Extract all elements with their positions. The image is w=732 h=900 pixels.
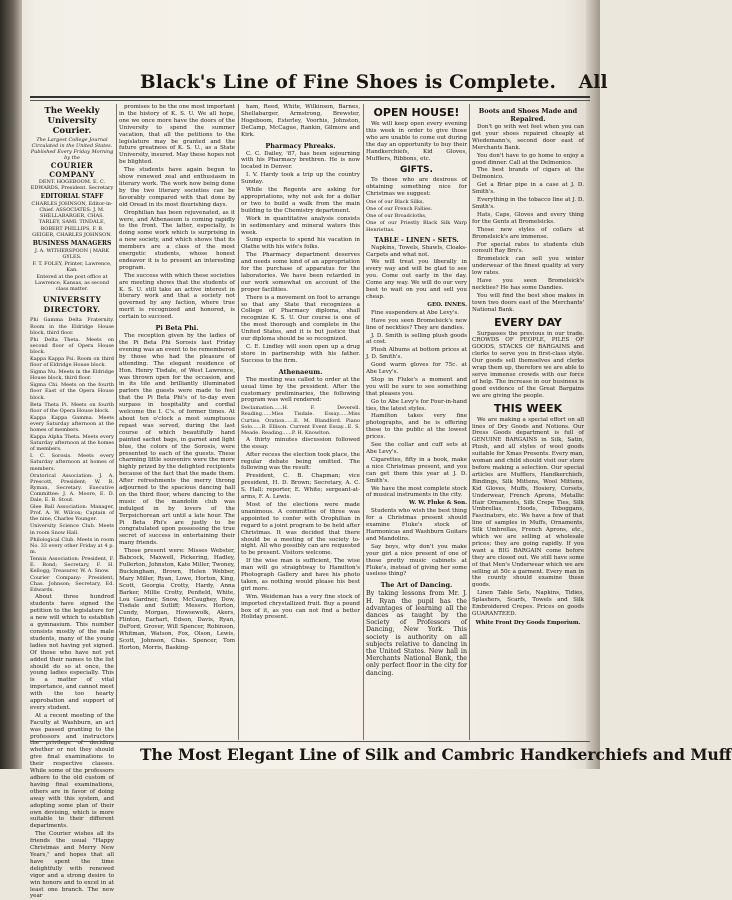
directory-item: Tennis Association: President, F. E. Bond; Secretary, F. H. Kellogg; Treasurer, W. A. Snow. bbox=[30, 555, 114, 575]
local-item: Those new styles of collars at Bromelsick's are immense. bbox=[472, 226, 584, 240]
directory-item: Phi Delta Theta. Meets on second floor of Opera House block. bbox=[30, 336, 114, 355]
local-item: The best brands of cigars at the Delmonico. bbox=[472, 167, 584, 181]
directory-item: Glee Ball Association: Manager, Prof. A. W. Wilcox; Captain of the nine, Charles Younger. bbox=[30, 504, 114, 523]
column-rule bbox=[116, 104, 117, 740]
local-item: Don't go with wet feet when you can get your shoes repaired cheaply at Wiedemann's, second door east of Merchants Bank. bbox=[472, 124, 584, 151]
section-heading: Pi Beta Phi. bbox=[155, 324, 199, 333]
article-paragraph: The meeting was called to order at the usual time by the president. After the customary preliminaries, the following program was well rendered: bbox=[241, 376, 360, 404]
dancing-ad: By taking lessons from Mr. J. H. Ryan the pupil has the advantages of learning all the dances as taught by the Society of Professors of Dancing, New York. This society is authority on all subjects relative to dancing in the United States. New hall in Merchants National Bank, the only perfect floor in the city for dancing. bbox=[366, 590, 467, 677]
open-house-headline: OPEN HOUSE! bbox=[373, 106, 460, 119]
bottom-banner: The Most Elegant Line of Silk and Cambric Handkerchiefs and Muff bbox=[140, 745, 732, 764]
gifts-heading: GIFTS. bbox=[400, 165, 433, 176]
entered-notice: Entered at the post office at Lawrence, Kansas, as second class matter. bbox=[34, 274, 110, 293]
page-binding-shadow bbox=[0, 0, 22, 769]
directory-item: Beta Theta Pi. Meets on fourth floor of the Opera House block. bbox=[30, 401, 114, 414]
masthead-company: COURIER COMPANY bbox=[49, 161, 95, 179]
ad-signature: GEO. INNES. bbox=[427, 301, 467, 308]
article-paragraph: There is a movement on foot to arrange so that any State that recognizes a College of Pharmacy diploma, shall recognize K. S. U. Our course is one of the most thorough and complete in the United States, and it is but justice that our diploma should be so recognized. bbox=[241, 294, 360, 343]
directory-list bbox=[30, 317, 114, 593]
article-paragraph: Sump expects to spend his vacation in Olathe with his wife's folks. bbox=[241, 237, 360, 251]
ad-paragraph: Napkins, Towels, Shawls, Cloaks-Carpets and what not. bbox=[366, 244, 467, 258]
editorial-paragraph: The students have again begun to show renewed zeal and enthusiasm in literary work. The work now being done by the two literary societies can be favorably compared with that done by old Oread in its most flourishing days. bbox=[119, 167, 235, 208]
article-paragraph: After recess the election took place, the regular debate being omitted. The following was the result: bbox=[241, 451, 360, 472]
staff-list: CHARLES JOHNSON, Editor-in-Chief. ASSOCIATES: J. M. SHELLABARGER, CHAS. TARLEY, SAMI. TINDALE, ROBERT PHILLIPS, F. B. GEIGER, CHARLES JOHNSON. bbox=[31, 201, 113, 238]
top-banner bbox=[140, 72, 608, 94]
top-rule bbox=[30, 96, 590, 98]
column-rule bbox=[363, 104, 364, 740]
program-list: Declamation......H. F. Deverell. Reading......Miss Tisdale. Essay......Miss Curtiss. Oration......E. M. Blandford. Piano Solo......B. Ellison. Current Event Essay...E. S. Meade. Reading......P. H. Knowlton. bbox=[241, 405, 360, 436]
ad-paragraph: We will treat you liberally in every way and will be glad to see you. Come out early in the day. Come any way. We will do our very best to wait on you and sell you cheap. bbox=[366, 259, 467, 300]
ad-paragraph: Surpasses the previous in our trade. CROWDS OF PEOPLE, PILES OF GOODS, STACKS OF BARGAINS and clerks to serve you in first-class style. Our goods sell themselves and clerks wrap them up, therefore we are able to serve immense crowds with our force of help. The increase in our business is good evidence of the Great Bargains we are giving the people. bbox=[472, 330, 584, 399]
directory-item: Courier Company: President, Chas. Johnson; Secretary, Ed. Edwards. bbox=[30, 575, 114, 594]
section-heading: Boots and Shoes Made and Repaired. bbox=[478, 107, 578, 123]
directory-item: I. C. Sorosis. Meets every Saturday afternoon at homes of members. bbox=[30, 453, 114, 472]
directory-item: Philological Club. Meets in room No. 33 every other Friday at 4 p. m. bbox=[30, 536, 114, 555]
local-item: Have you seen Bromelsick's new line of neckties? They are dandies. bbox=[366, 317, 467, 331]
directory-item: Oratorical Association: J. A. Prescott, President; W. R. Ryman, Secretary. Executive Committee: J. A. Moore, E. D. Dale, E. B. Stout. bbox=[30, 472, 114, 504]
local-item: Say boys, why don't you make your girl a nice present of one of those pretty music cabinets at Fluke's, instead of giving her some useless thing? bbox=[366, 543, 467, 578]
local-item: Bromelsick can sell you winter underwear of the finest quality at very low rates. bbox=[472, 256, 584, 277]
directory-item: Sigma Nu. Meets in the Eldridge House block, third floor. bbox=[30, 369, 114, 382]
printer-line: F. T. FOLEY, Printer, Lawrence, Kan. bbox=[32, 260, 112, 274]
article-paragraph: The reception given by the ladies of the Pi Beta Phi Sorosis last Friday evening was an event to be remembered by those who had the pleasure of attending. The elegant residence of Hon. Henry Tisdale, of West Lawrence, was thrown open for the occasion, and in its tile and brilliantly illuminated parlors the guests were made to feel that the Pi Beta Phi's of to-day even surpass in hospitality and cordial welcome the I. C's. of former times. At about ten o'clock a most sumptuous repast was served, during the last course of which beautifully hand painted sachet bags, in garnet and light blue, the colors of the Sorosis, were presented to each of the guests. These charming little souvenirs were the more highly prized by the delighted recipients because of the fact that the made them. After refreshments the merry throng adjourned to the spacious dancing hall on the third floor, where dancing to the music of the mandolin club was indulged in by lovers of the Terpsichorean art until a late hour. The Pi Beta Phi's are justly to be congratulated upon possessing the true secret of success in entertaining their many friends. bbox=[119, 333, 235, 547]
article-paragraph: Those present were: Misses Webster, Babcock, Maxwell, Pickering, Hadley, Fullerton, Johnston, Kate Miller, Twoney, Buckingham, Brown, Helen Webber, Mary Miller, Ryan, Lowe, Horton, King, Scott, Georgia Crotty, Hardy, Anna Barker, Millie Crotty, Penfield, White, Lou Gardner, Snow, McCaughey, Dow, Tisdale and Sutliff; Messrs. Horton, Cundy, Morgan, Howsewolk, Akers, Flinton, Earhart, Edson, Davis, Ryan, DeFord, Grover, Will Spencer, Robinson, Whitman, Watson, Fox, Olson, Lewis, Scott, Johnson, Chas. Spencer, Tom Horton, Morris, Basking- bbox=[119, 548, 235, 651]
editorial-paragraph: The success with which these societies are meeting shows that the students of K. S. U. still take an active interest in literary work and that a society not governed by any faction, where true merit is recognized and honored, is certain to succeed. bbox=[119, 272, 235, 321]
local-item: We have the most complete stock of musical instruments in the city. bbox=[366, 485, 467, 499]
column-4 bbox=[366, 104, 467, 740]
directory-item: University Science Club. Meets in room Snow Hall. bbox=[30, 523, 114, 536]
local-item: Fine suspenders at Abe Levy's. bbox=[371, 309, 460, 316]
article-paragraph: ham, Reed, White, Wilkinson, Barnes, Shellabarger, Armstrong, Brewster, Hogeboom, Esterley, Voorhis, Johnston, DeCamp, McCague, Rankin, Gilmore and Kirk. bbox=[241, 104, 360, 138]
column-5 bbox=[472, 104, 584, 740]
directory-item: Kappa Kappa Gamma. Meets every Saturday afternoon at the homes of members. bbox=[30, 414, 114, 433]
dancing-heading: The Art of Dancing. bbox=[380, 581, 453, 590]
column-3 bbox=[241, 104, 360, 740]
local-item: Have you seen Bromelsick's neckties? He has some Dandies. bbox=[472, 278, 584, 291]
article-paragraph: C. E. Lindley will soon open up a drug store in partnership with his father. Success to the firm. bbox=[241, 344, 360, 364]
business-managers: J. A. WITHERSPOON | MARK GYLES. bbox=[34, 247, 110, 260]
directory-title: UNIVERSITY DIRECTORY. bbox=[42, 295, 102, 315]
local-item: Get a Briar pipe in a case at J. D. Smith's. bbox=[472, 182, 584, 196]
column-2 bbox=[119, 104, 235, 740]
editorial-paragraph: At a recent meeting of the Faculty at Washburn, an act was passed granting to the professors and instructors the privilege of deciding whether or not they should give final examinations to their respective classes. While some of the professors adhere to the old custom of having final examinations, others are in favor of doing away with this system, and adopting some plan of their own devising, which is more suitable to their different departments. bbox=[30, 712, 114, 830]
gift-item: One of our French Fallies. bbox=[366, 206, 433, 213]
gift-item: One of our Priestly Black Silk Warp Henriettas. bbox=[366, 220, 467, 233]
bottom-rule bbox=[30, 741, 590, 742]
staff-heading: EDITORIAL STAFF bbox=[40, 193, 104, 201]
masthead-published: Published Every Friday Morning by the bbox=[30, 149, 114, 161]
article-paragraph: A thirty minutes discussion followed the essay. bbox=[241, 436, 360, 450]
ad-paragraph: We will keep open every evening this week in order to give those who are unable to come out during the day an opportunity to buy their Handkerchiefs, Kid Gloves, Mufflers, Ribbons, etc. bbox=[366, 121, 467, 162]
directory-item: Kappa Kappa Psi. Room on third floor of Eldridge House block. bbox=[30, 355, 114, 369]
editorial-paragraph: About three hundred students have signed the petition to the legislature for a new will which to establish a gymnasium. This number consists mostly of the male students, many of the young ladies not having yet signed. Of those who have not yet added their names to the list should do so at once, the young ladies especially. This is a matter of vital importance, and cannot meet with the too hearty approbation and support of every student. bbox=[30, 594, 114, 711]
ad-paragraph: Linen Table Sets, Napkins, Tidies, Splashers, Scarfs, Towels and Silk Embroidered Crepes. Prices on goods GUARANTEED. bbox=[472, 590, 584, 617]
page-edge bbox=[586, 0, 600, 769]
gift-item: One of our Broadcloths, bbox=[366, 213, 427, 220]
section-heading: Athenaeum. bbox=[278, 367, 323, 376]
ad-signature: White Front Dry Goods Emporium. bbox=[475, 619, 581, 626]
local-item: Stop in Fluke's a moment and you will be sure to see something that pleases you. bbox=[366, 376, 467, 397]
column-rule bbox=[238, 104, 239, 740]
article-paragraph: I. V. Hardy took a trip up the country Sunday. bbox=[241, 172, 360, 186]
local-item: Hamilton takes very fine photographs, and he is offering these to the public at the lowest prices. bbox=[366, 413, 467, 441]
article-paragraph: The Pharmacy department deserves and needs some kind of an appropriation for the purchase of apparatus for the laboratories. We have been retarded in our work somewhat on account of the proper facilities. bbox=[241, 252, 360, 293]
article-paragraph: President, C. B. Chapman; vice president, H. D. Brown; Secretary, A. C. S. Hall; reporter, E. White; sergeant-at-arms, F. A. Lewis. bbox=[241, 473, 360, 501]
article-paragraph: Most of the elections were made unanimous. A committee of three was appointed to confer with Orophilian in regard to a joint program to be held after Christmas. It was decided that there should be a meeting of the society to-night. All who possibly can are requested to be present. Visitors welcome. bbox=[241, 501, 360, 557]
top-banner-text: Black's Line of Fine Shoes is Complete. bbox=[140, 72, 557, 93]
masthead-subtitle: The Largest College Journal Circulated in the United States. bbox=[31, 137, 113, 149]
business-heading: BUSINESS MANAGERS bbox=[32, 239, 112, 247]
local-item: Students who wish the best thing for a Christmas present should examine Fluke's stock of Harmonicas and Washburn Guitars and Mandolins. bbox=[366, 508, 467, 542]
editorial-paragraph: The Courier wishes all its friends the usual "Happy Christmas and Merry New Years," and hopes that all have spent the time delightfully with renewed vigor and a strong desire to win honors and to excel in at least one branch. The new year bbox=[30, 831, 114, 900]
masthead-title: The Weekly University Courier. bbox=[44, 106, 100, 136]
this-week-heading: THIS WEEK bbox=[493, 401, 563, 415]
directory-item: Kappa Alpha Theta. Meets every Saturday afternoon at the homes of members. bbox=[30, 434, 114, 453]
local-item: Go to Abe Levy's for Four-in-hand ties, the latest styles. bbox=[366, 398, 467, 412]
gift-item: One of our Black Silks, bbox=[366, 199, 425, 206]
local-item: See the collar and cuff sets at Abe Levy's. bbox=[366, 442, 467, 455]
article-paragraph: If the wise man is sufficient, The wise man will go straightway to Hamilton's Photograph Gallery and have his photo taken, as nothing would please his best girl more. bbox=[241, 558, 360, 592]
ad-paragraph: To those who are desirous of obtaining something nice for Christmas we suggest: bbox=[366, 177, 467, 198]
article-paragraph: Work in quantitative analysis consists in sedimentary and mineral waters this week. bbox=[241, 215, 360, 236]
local-item: Everything in the tobacco line at J. D. Smith's. bbox=[472, 197, 584, 210]
masthead bbox=[30, 106, 114, 292]
local-item: You don't have to go home to enjoy a good dinner. Call at the Delmonico. bbox=[472, 152, 584, 166]
editorial-paragraph: Orophilian has been rejuvenated, as it were, and Athenaeum is coming rapidly to the front. The latter, especially, is doing some work which is surprising in a new society, and which shows that its members are a class of the most energetic students, whose honest endeavor it is to present an interesting program. bbox=[119, 209, 235, 271]
local-item: J. D. Smith is selling plush goods at cost. bbox=[366, 332, 467, 346]
local-item: Good warm gloves for 75c. at Abe Levy's. bbox=[366, 362, 467, 376]
top-rule-thin bbox=[30, 100, 590, 101]
article-paragraph: Wm. Weideman has a very fine stock of imported chrystallized fruit. Buy a pound box of it, as you can not find a better Holiday present. bbox=[241, 593, 360, 621]
directory-item: Sigma Chi. Meets on the fourth floor East of the Opera House block. bbox=[30, 382, 114, 401]
column-1 bbox=[30, 104, 114, 900]
masthead-officers: DENT. HOGEBOOM. E. C. EDWARDS, President. Secretary bbox=[30, 179, 114, 192]
every-day-heading: EVERY DAY bbox=[494, 315, 562, 329]
local-item: Plush Albums at bottom prices at J. D. Smith's. bbox=[366, 347, 467, 361]
local-item: You will find the best shoe makes in town two doors east of the Merchants' National Bank. bbox=[472, 292, 584, 313]
column-rule bbox=[469, 104, 470, 740]
section-heading: Pharmacy Phreaks. bbox=[265, 141, 336, 150]
top-banner-continuation: All bbox=[578, 72, 608, 93]
ad-signature: W. W. Fluke & Son. bbox=[409, 500, 467, 507]
local-item: For special rates to students club consult Ray Bro's. bbox=[472, 241, 584, 255]
local-item: Cigarettes, fifty in a book, make a nice Christmas present, and you can get them this year at J. D. Smith's. bbox=[366, 456, 467, 484]
directory-item: Phi Gamma Delta Fraternity. Room in the Eldridge House block, third floor. bbox=[30, 317, 114, 336]
article-paragraph: While the Regents are asking for appropriations, why not ask for a dollar or two to build a walk from the main building to the Chemistry department. bbox=[241, 187, 360, 214]
table-linen-heading: TABLE - LINEN - SETS. bbox=[374, 235, 459, 244]
editorial-paragraph: promises to be the one most important in the history of K. S. U. We all hope, one we once more have the doors of the University to spend the summer vacation, that all the petitions to the legislature may be granted and the future greatness of K. S. U., as a State University, insured. May these hopes not be blighted. bbox=[119, 104, 235, 166]
article-paragraph: C. C. Dailey, '87, has been sojourning with his Pharmacy brethren. He is now located in Denver. bbox=[241, 150, 360, 171]
ad-paragraph: We are making a special effort on all lines of Dry Goods and Notions. Our Dress Goods department is full of GENUINE BARGAINS in Silk, Satin, Plush, and all styles of wool goods suitable for Xmas Presents. Every man, woman and child should visit our store before making a selection. Our special articles are Mufflers, Handkerchiefs, Bindings, Silk Mittens, Wool Mittens, Kid Gloves, Muffs, Hosiery, Corsets, Underwear, French Aprons, Metallic Hair Ornaments, Silk Crepe Ties, Silk Umbrellas, Hoods, Toboggans, Fascinators, etc. We have a few of that line of samples in Muffs, Ornaments, Silk Umbrellas, French Aprons, etc., which we are selling at wholesale prices; they are going rapidly. If you want a BIG BARGAIN come before they are closed out. We still have some of that Men's Underwear which we are selling at 50c a garment. Every man in the county should examine these goods. bbox=[472, 416, 584, 589]
local-item: Hats, Caps, Gloves and every thing for the Gents at Bromelsicks. bbox=[472, 211, 584, 225]
